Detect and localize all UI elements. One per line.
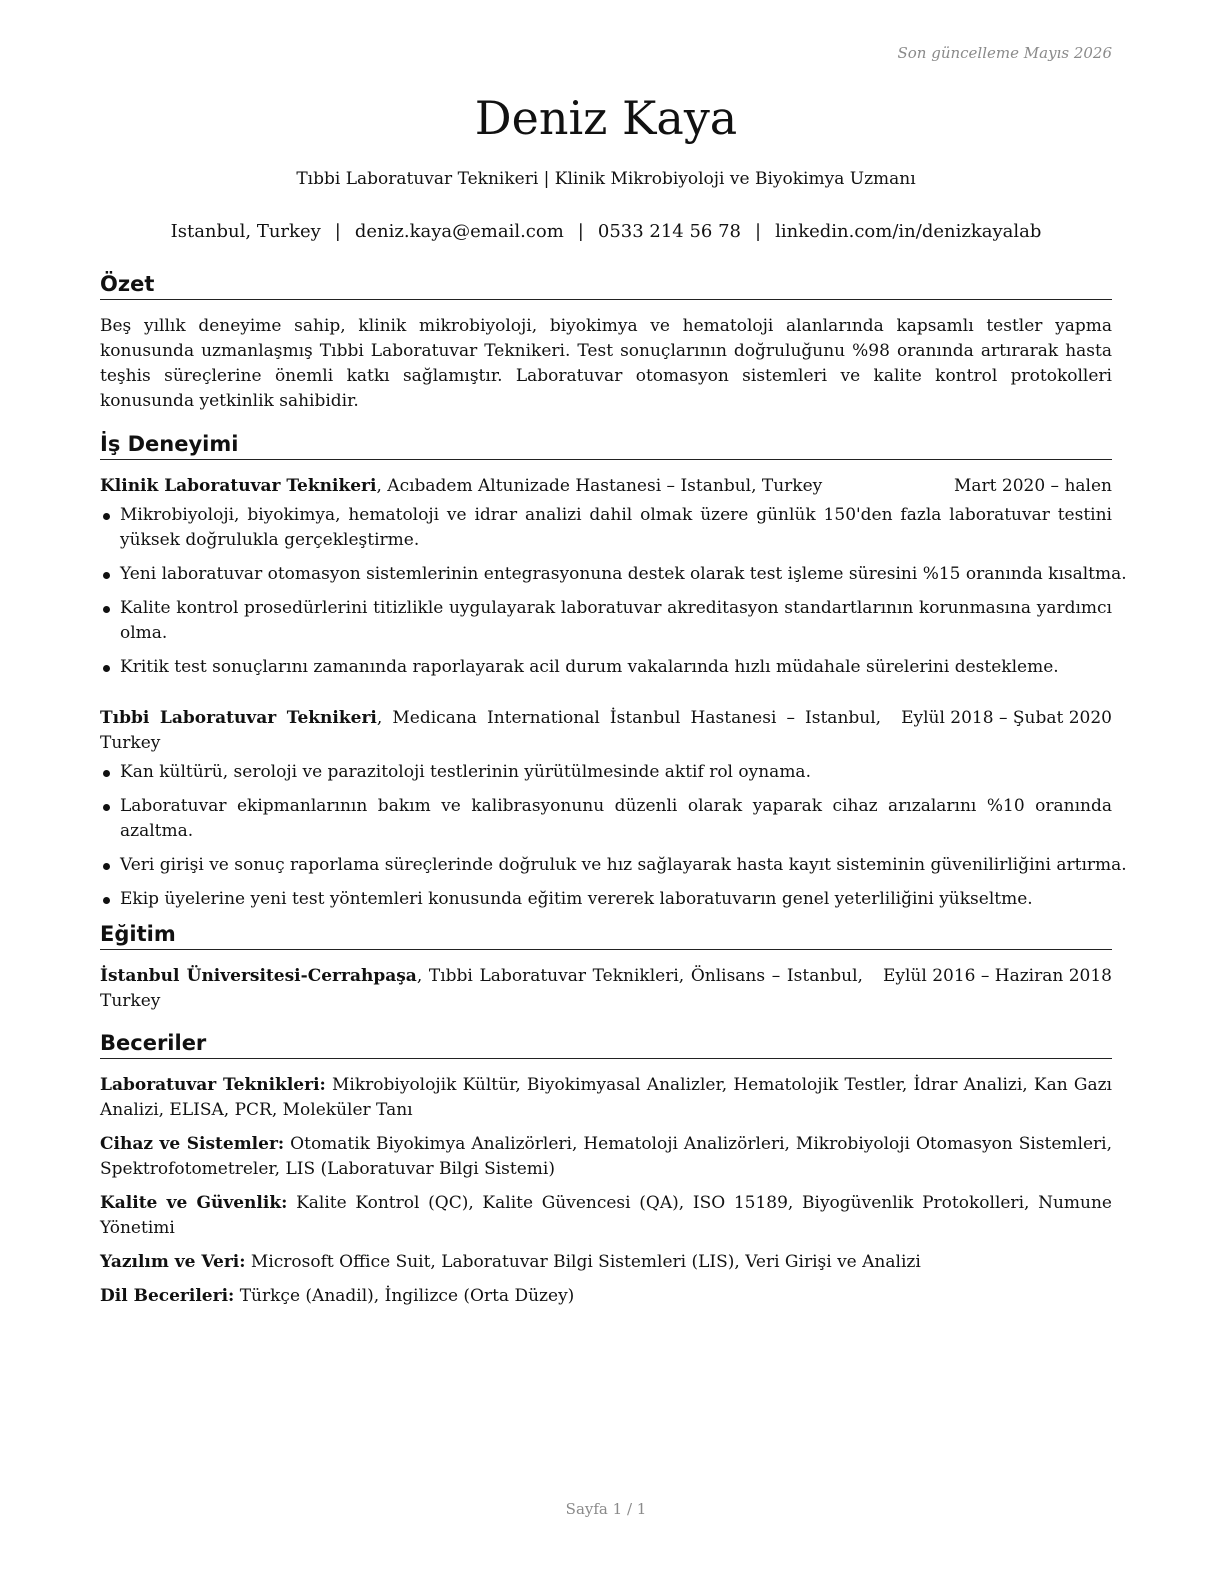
candidate-name: Deniz Kaya [474,91,738,145]
contact-separator: | [334,221,341,242]
summary-section [100,270,1112,414]
job-dates: Mart 2020 – halen [953,476,1112,496]
job-bullets [100,760,1127,912]
contact-separator: | [577,221,584,242]
page-number: Sayfa 1 / 1 [565,1500,647,1518]
experience-section [100,430,1127,921]
job-header [100,706,1112,756]
job-bullet: Mikrobiyoloji, biyokimya, hematoloji ve idrar analizi dahil olmak üzere günlük 150'den fazla laboratuvar testini yüksek doğrulukla gerçekleştirme. [100,503,1112,553]
job-bullet: Kalite kontrol prosedürlerini titizlikle uygulayarak laboratuvar akreditasyon standartlarının korunmasına yardımcı olma. [100,596,1112,646]
education-section [100,920,1112,1014]
skills-list [100,1073,1112,1309]
education-title: Eğitim [100,920,1112,950]
contact-email[interactable]: deniz.kaya@email.com [354,221,564,242]
skill-label: Cihaz ve Sistemler: [100,1134,285,1154]
job-bullet: Kritik test sonuçlarını zamanında raporlayarak acil durum vakalarında hızlı müdahale sürelerini destekleme. [100,655,1112,680]
job-entry [100,706,1127,912]
contact-phone[interactable]: 0533 214 56 78 [597,221,742,242]
education-entry [100,964,1112,1014]
contact-location: Istanbul, Turkey [170,221,321,242]
skill-value: Mikrobiyolojik Kültür, Biyokimyasal Analizler, Hematolojik Testler, İdrar Analizi, Kan Gazı Analizi, ELISA, PCR, Moleküler Tanı [100,1075,1112,1120]
job-bullet: Ekip üyelerine yeni test yöntemleri konusunda eğitim vererek laboratuvarın genel yeterliliğini yükseltme. [100,887,1112,912]
skill-label: Dil Becerileri: [100,1286,235,1306]
summary-title: Özet [100,270,1112,300]
last-updated: Son güncelleme Mayıs 2026 [897,44,1112,62]
skill-label: Laboratuvar Teknikleri: [100,1075,326,1095]
skill-value: Kalite Kontrol (QC), Kalite Güvencesi (QA), ISO 15189, Biyogüvenlik Protokolleri, Numune Yönetimi [100,1193,1112,1238]
education-school: İstanbul Üniversitesi-Cerrahpaşa [100,966,417,986]
skill-value: Türkçe (Anadil), İngilizce (Orta Düzey) [234,1286,575,1306]
job-organization: , Acıbadem Altunizade Hastanesi – Istanbul, Turkey [376,476,823,496]
contact-separator: | [755,221,762,242]
skill-row [100,1073,1112,1123]
job-bullet: Laboratuvar ekipmanlarının bakım ve kalibrasyonunu düzenli olarak yaparak cihaz arızalarını %10 oranında azaltma. [100,794,1112,844]
skill-row [100,1284,1112,1309]
job-role: Klinik Laboratuvar Teknikeri [100,476,377,496]
skill-label: Yazılım ve Veri: [100,1252,246,1272]
skill-value: Microsoft Office Suit, Laboratuvar Bilgi Sistemleri (LIS), Veri Girişi ve Analizi [245,1252,921,1272]
job-bullet: Yeni laboratuvar otomasyon sistemlerinin entegrasyonuna destek olarak test işleme süresini %15 oranında kısaltma. [100,562,1112,587]
skill-row [100,1132,1112,1182]
tagline: Tıbbi Laboratuvar Teknikeri | Klinik Mikrobiyoloji ve Biyokimya Uzmanı [296,169,916,189]
resume-page [100,0,1127,1584]
job-bullet: Kan kültürü, seroloji ve parazitoloji testlerinin yürütülmesinde aktif rol oynama. [100,760,1112,785]
contact-line [100,219,1112,245]
summary-text: Beş yıllık deneyime sahip, klinik mikrobiyoloji, biyokimya ve hematoloji alanlarında kapsamlı testler yapma konusunda uzmanlaşmış Tıbbi Laboratuvar Teknikeri. Test sonuçlarının doğruluğunu %98 oranında artırarak hasta teşhis süreçlerine önemli katkı sağlamıştır. Laboratuvar otomasyon sistemleri ve kalite kontrol protokolleri konusunda yetkinlik sahibidir. [100,316,1112,411]
skill-row [100,1250,1112,1275]
skills-section [100,1029,1112,1318]
skill-row [100,1191,1112,1241]
job-header [100,474,1112,499]
job-entry [100,474,1127,680]
contact-linkedin[interactable]: linkedin.com/in/denizkayalab [775,221,1042,242]
job-dates: Eylül 2018 – Şubat 2020 [901,708,1112,728]
education-dates: Eylül 2016 – Haziran 2018 [882,966,1112,986]
skill-value: Otomatik Biyokimya Analizörleri, Hematoloji Analizörleri, Mikrobiyoloji Otomasyon Sistemleri, Spektrofotometreler, LIS (Laboratuvar Bilgi Sistemi) [100,1134,1112,1179]
job-bullet: Veri girişi ve sonuç raporlama süreçlerinde doğruluk ve hız sağlayarak hasta kayıt sisteminin güvenilirliğini artırma. [100,853,1112,878]
job-role: Tıbbi Laboratuvar Teknikeri [100,708,377,728]
job-bullets [100,503,1127,680]
skills-title: Beceriler [100,1029,1112,1059]
education-detail: , Tıbbi Laboratuvar Teknikleri, Önlisans – Istanbul, Turkey [100,966,863,1011]
job-organization: , Medicana International İstanbul Hastanesi – Istanbul, Turkey [100,708,882,753]
experience-title: İş Deneyimi [100,430,1112,460]
skill-label: Kalite ve Güvenlik: [100,1193,288,1213]
